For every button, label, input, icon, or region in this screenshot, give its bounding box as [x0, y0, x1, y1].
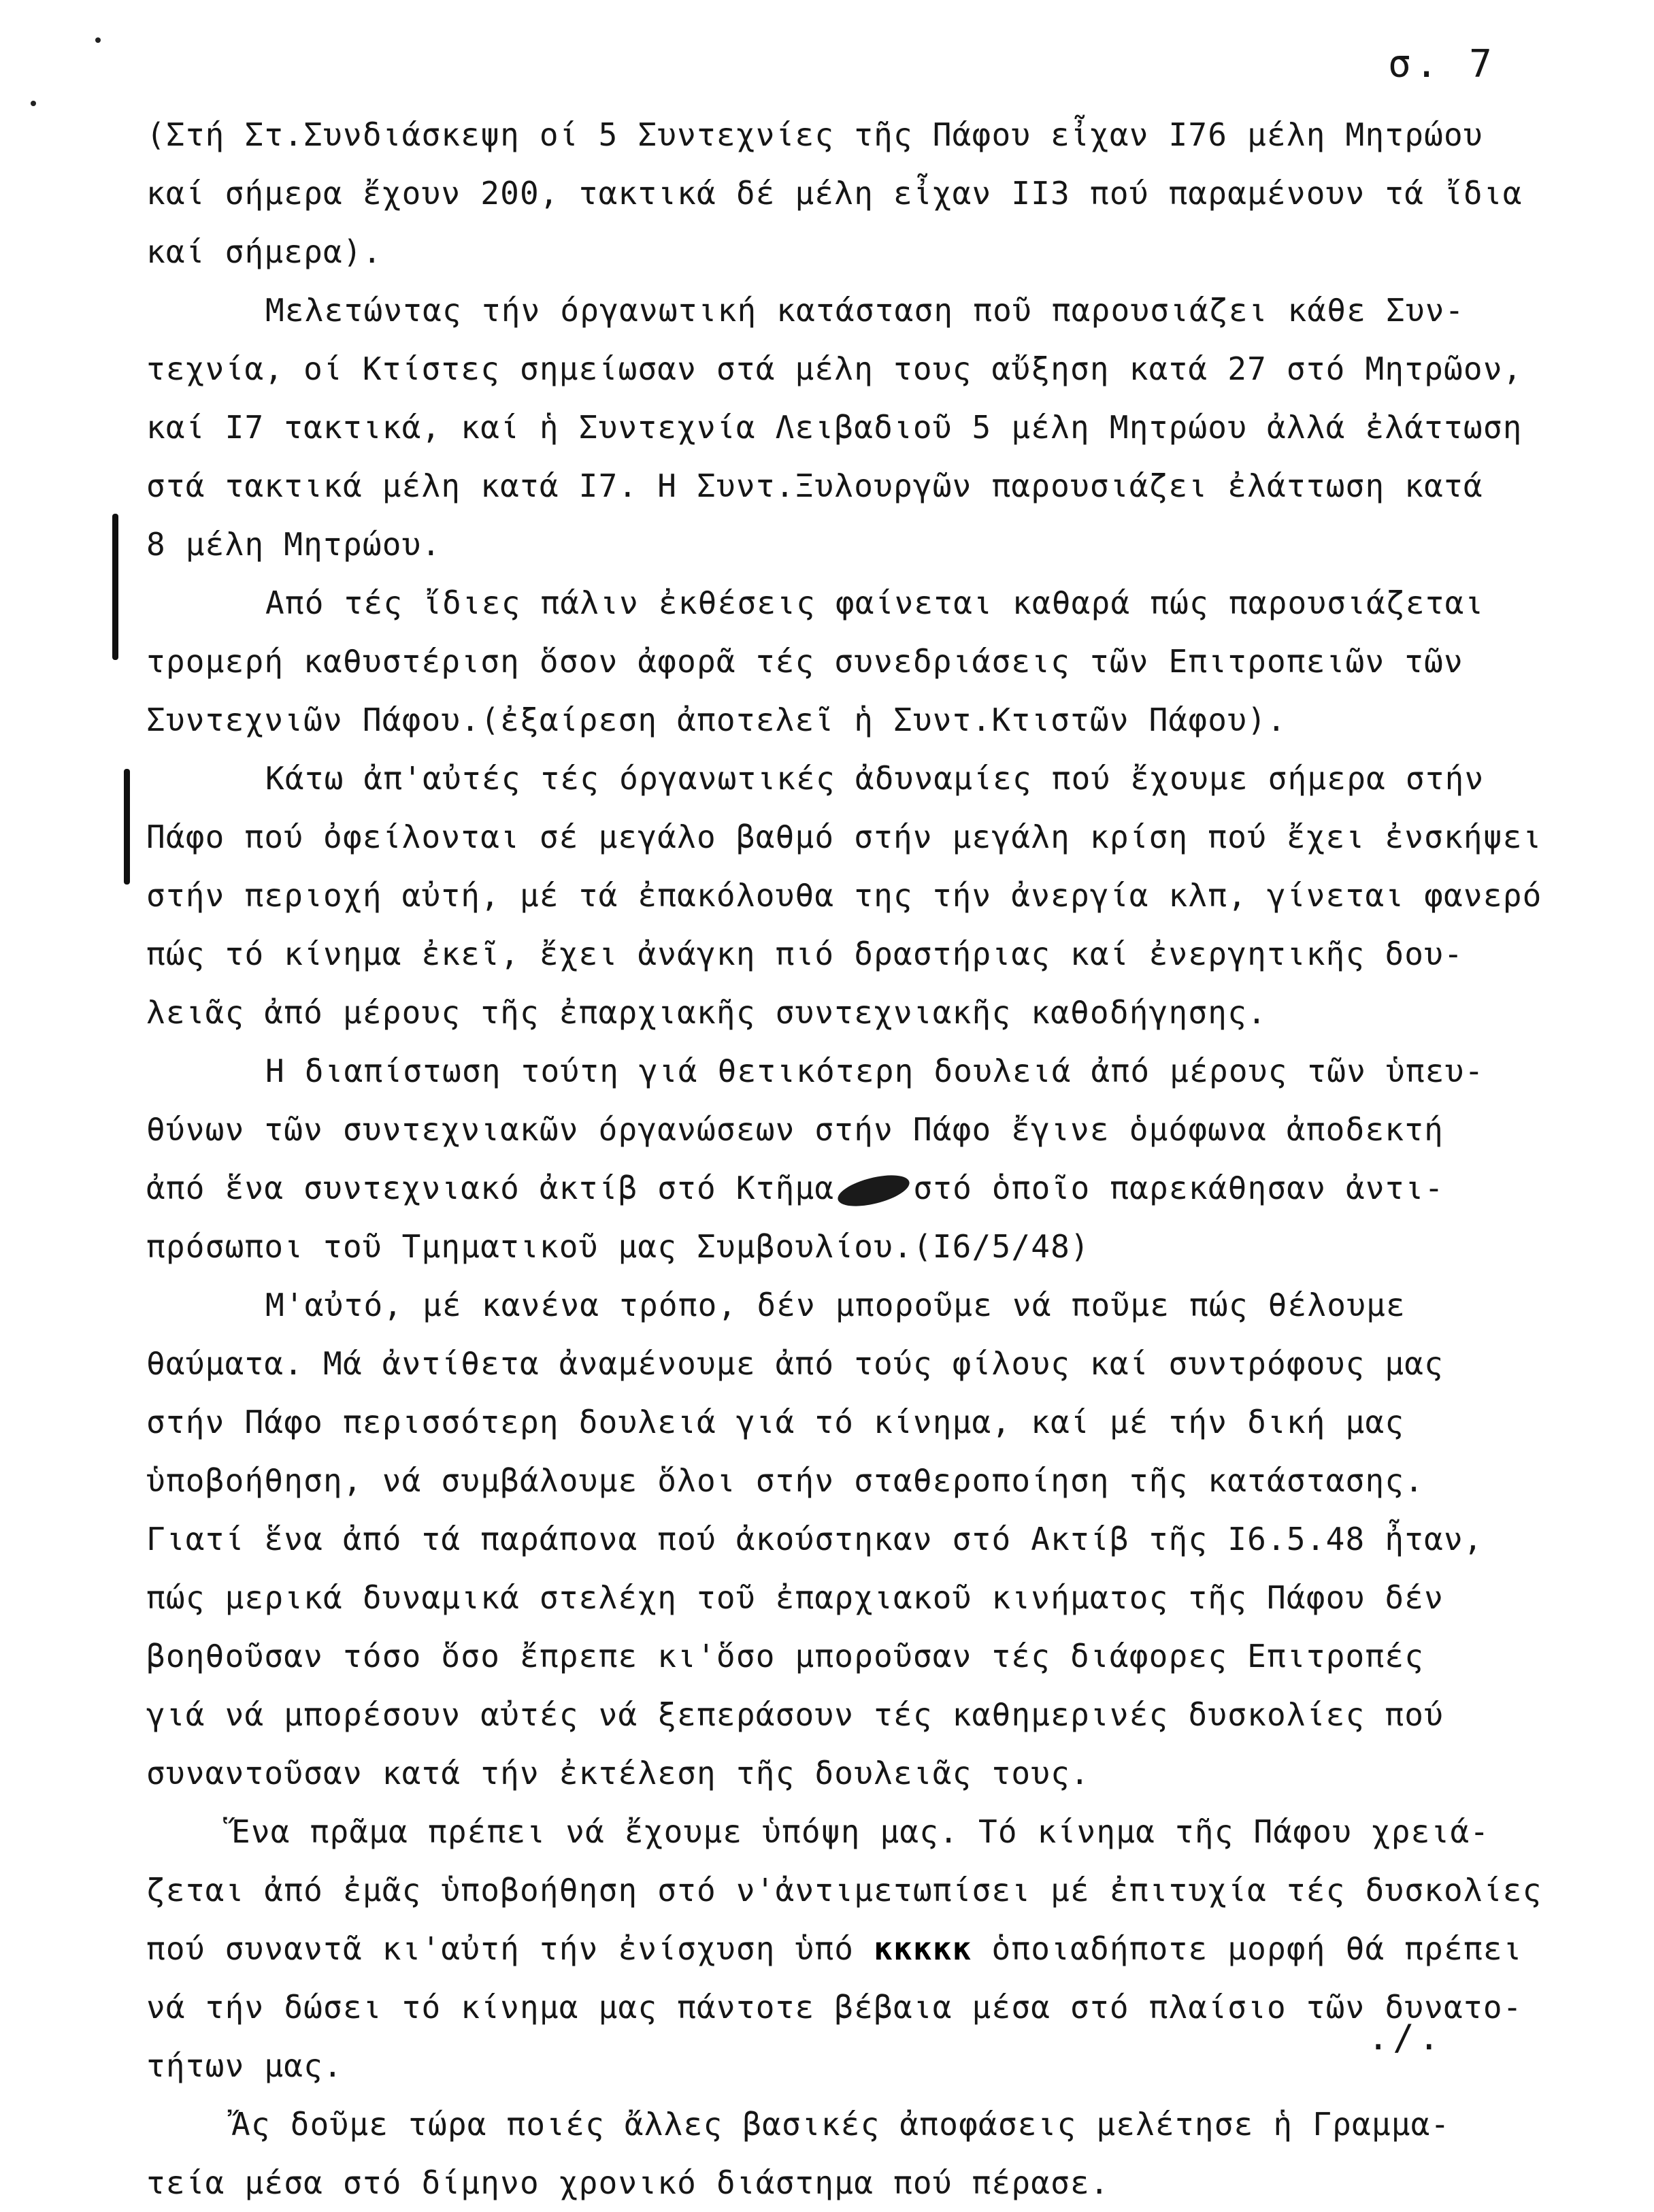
text-line: καί Ι7 τακτικά, καί ἡ Συντεχνία Λειβαδιοῦ 5 μέλη Μητρώου ἀλλά ἐλάττωση	[146, 409, 1523, 446]
typed-body-text	[146, 105, 1602, 2212]
text-line: Η διαπίστωση τούτη γιά θετικότερη δουλειά ἀπό μέρους τῶν ὑπευ-	[265, 1053, 1485, 1089]
page-number: σ. 7	[1388, 42, 1496, 86]
text-line: τήτων μας.	[146, 2047, 343, 2084]
margin-mark	[124, 769, 130, 885]
text-line: νά τήν δώσει τό κίνημα μας πάντοτε βέβαια μέσα στό πλαίσιο τῶν δυνατο-	[146, 1989, 1523, 2026]
text-line: στά τακτικά μέλη κατά Ι7. Η Συντ.Ξυλουργῶν παρουσιάζει ἐλάττωση κατά	[146, 467, 1483, 504]
text-line: (Στή Στ.Συνδιάσκεψη οί 5 Συντεχνίες τῆς Πάφου εἶχαν Ι76 μέλη Μητρώου	[146, 116, 1483, 153]
text-line: τεχνία, οί Κτίστες σημείωσαν στά μέλη τους αὔξηση κατά 27 στό Μητρῶον,	[146, 350, 1523, 387]
text-line: πώς μερικά δυναμικά στελέχη τοῦ ἐπαρχιακοῦ κινήματος τῆς Πάφου δέν	[146, 1579, 1444, 1616]
text-segment: ἀπό ἕνα συντεχνιακό ἀκτίβ στό Κτῆμα	[146, 1170, 835, 1206]
ink-smudge	[835, 1169, 912, 1212]
ink-speck	[95, 37, 101, 43]
text-line: τεία μέσα στό δίμηνο χρονικό διάστημα πού πέρασε.	[146, 2164, 1110, 2201]
text-line: γιά νά μπορέσουν αὐτές νά ξεπεράσουν τές καθημερινές δυσκολίες πού	[146, 1696, 1444, 1733]
text-line: Κάτω ἀπ'αὐτές τές όργανωτικές ἀδυναμίες πού ἔχουμε σήμερα στήν	[265, 760, 1485, 797]
text-segment: ὁποιαδήποτε μορφή θά πρέπει	[991, 1930, 1523, 1967]
text-line: Μελετώντας τήν όργανωτική κατάσταση ποῦ παρουσιάζει κάθε Συν-	[265, 292, 1465, 329]
text-line: καί σήμερα ἔχουν 200, τακτικά δέ μέλη εἶχαν ΙΙ3 πού παραμένουν τά ἴδια	[146, 175, 1523, 212]
text-line: συναντοῦσαν κατά τήν ἐκτέλεση τῆς δουλειᾶς τους.	[146, 1755, 1090, 1792]
text-line: Ἕνα πρᾶμα πρέπει νά ἔχουμε ὑπόψη μας. Τό κίνημα τῆς Πάφου χρειά-	[231, 1813, 1490, 1850]
struck-out-text: κκκκκ	[874, 1930, 972, 1967]
text-line: Από τές ἴδιες πάλιν ἐκθέσεις φαίνεται καθαρά πώς παρουσιάζεται	[265, 584, 1485, 621]
text-line: Συντεχνιῶν Πάφου.(ἐξαίρεση ἀποτελεῖ ἡ Συντ.Κτιστῶν Πάφου).	[146, 701, 1287, 738]
text-line: Γιατί ἕνα ἀπό τά παράπονα πού ἀκούστηκαν στό Ακτίβ τῆς Ι6.5.48 ἦταν,	[146, 1521, 1483, 1557]
text-line: στήν Πάφο περισσότερη δουλειά γιά τό κίνημα, καί μέ τήν δική μας	[146, 1404, 1405, 1440]
text-segment: στό ὁποῖο παρεκάθησαν ἀντι-	[913, 1170, 1444, 1206]
text-line: θαύματα. Μά ἀντίθετα ἀναμένουμε ἀπό τούς φίλους καί συντρόφους μας	[146, 1345, 1444, 1382]
continuation-mark: ./.	[1368, 2017, 1444, 2058]
text-line: Ἄς δοῦμε τώρα ποιές ἄλλες βασικές ἀποφάσεις μελέτησε ἡ Γραμμα-	[231, 2106, 1451, 2143]
text-line	[146, 1159, 1602, 1217]
text-line: θύνων τῶν συντεχνιακῶν όργανώσεων στήν Πάφο ἔγινε ὁμόφωνα ἀποδεκτή	[146, 1111, 1444, 1148]
text-line: λειᾶς ἀπό μέρους τῆς ἐπαρχιακῆς συντεχνιακῆς καθοδήγησης.	[146, 994, 1267, 1031]
text-line	[146, 1919, 1602, 1978]
text-line: βοηθοῦσαν τόσο ὅσο ἔπρεπε κι'ὅσο μποροῦσαν τές διάφορες Επιτροπές	[146, 1638, 1425, 1674]
margin-mark	[112, 514, 118, 660]
text-line: στήν περιοχή αὐτή, μέ τά ἐπακόλουθα της τήν ἀνεργία κλπ, γίνεται φανερό	[146, 877, 1542, 914]
text-line: 8 μέλη Μητρώου.	[146, 526, 442, 563]
text-line: ζεται ἀπό ἐμᾶς ὑποβοήθηση στό ν'ἀντιμετωπίσει μέ ἐπιτυχία τές δυσκολίες	[146, 1872, 1542, 1909]
text-line: καί σήμερα).	[146, 233, 382, 270]
text-line: ὑποβοήθηση, νά συμβάλουμε ὅλοι στήν σταθεροποίηση τῆς κατάστασης.	[146, 1462, 1425, 1499]
text-line: Πάφο πού ὀφείλονται σέ μεγάλο βαθμό στήν μεγάλη κρίση πού ἔχει ἐνσκήψει	[146, 819, 1542, 855]
text-line: τρομερή καθυστέριση ὅσον ἀφορᾶ τές συνεδριάσεις τῶν Επιτροπειῶν τῶν	[146, 643, 1463, 680]
text-line: πρόσωποι τοῦ Τμηματικοῦ μας Συμβουλίου.(Ι6/5/48)	[146, 1228, 1090, 1265]
text-segment: πού συναντᾶ κι'αὐτή τήν ἐνίσχυση ὑπό	[146, 1930, 855, 1967]
ink-speck	[31, 101, 36, 106]
text-line: πώς τό κίνημα ἐκεῖ, ἔχει ἀνάγκη πιό δραστήριας καί ἐνεργητικῆς δου-	[146, 936, 1463, 972]
text-line: Μ'αὐτό, μέ κανένα τρόπο, δέν μποροῦμε νά ποῦμε πώς θέλουμε	[265, 1287, 1406, 1323]
